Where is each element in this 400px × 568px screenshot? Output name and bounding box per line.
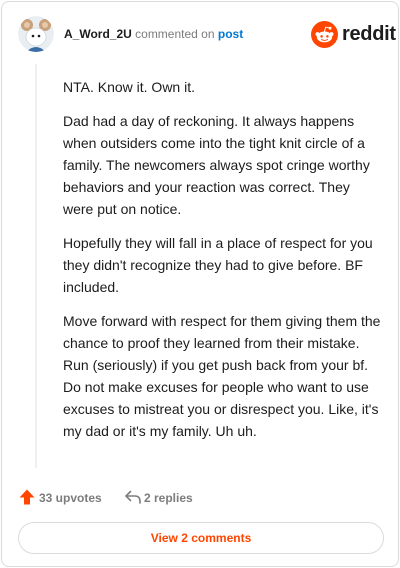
comment-paragraph: Hopefully they will fall in a place of respect for you they didn't recognize they had to give before. BF included. [63,235,373,295]
reply-count: 2 replies [144,491,193,505]
post-link[interactable]: post [217,27,244,41]
reddit-snoo-icon [311,21,338,48]
thread-line[interactable] [35,64,37,468]
commented-on-text: commented on [135,27,215,41]
reply-arrow-icon [124,489,142,505]
comment-card [1,1,399,567]
view-comments-button[interactable]: View 2 comments [18,522,384,554]
reddit-logo[interactable] [311,21,396,49]
upvote-count: 33 upvotes [39,491,102,505]
comment-body [63,76,383,454]
comment-header [2,2,400,68]
upvote-arrow-icon [18,488,36,506]
avatar[interactable] [18,16,54,52]
comment-paragraph: Dad had a day of reckoning. It always happens when outsiders come into the tight knit circle of a family. The newcomers always spot cringe worthy behaviors and your reaction was correct. They were put on notice. [63,113,370,217]
comment-author-line [64,26,243,42]
username-link[interactable]: A_Word_2U [64,27,132,41]
comment-actions [18,486,378,508]
reddit-wordmark: reddit [342,23,396,45]
comment-paragraph: Move forward with respect for them giving them the chance to proof they learned from their mistake. Run (seriously) if you get push back from your bf. Do not make excuses for people who want to use excuses to mistreat you or disrespect you. Like, it's my dad or it's my family. Uh uh. [63,313,381,439]
avatar-icon [18,16,54,52]
comment-paragraph: NTA. Know it. Own it. [63,79,195,95]
